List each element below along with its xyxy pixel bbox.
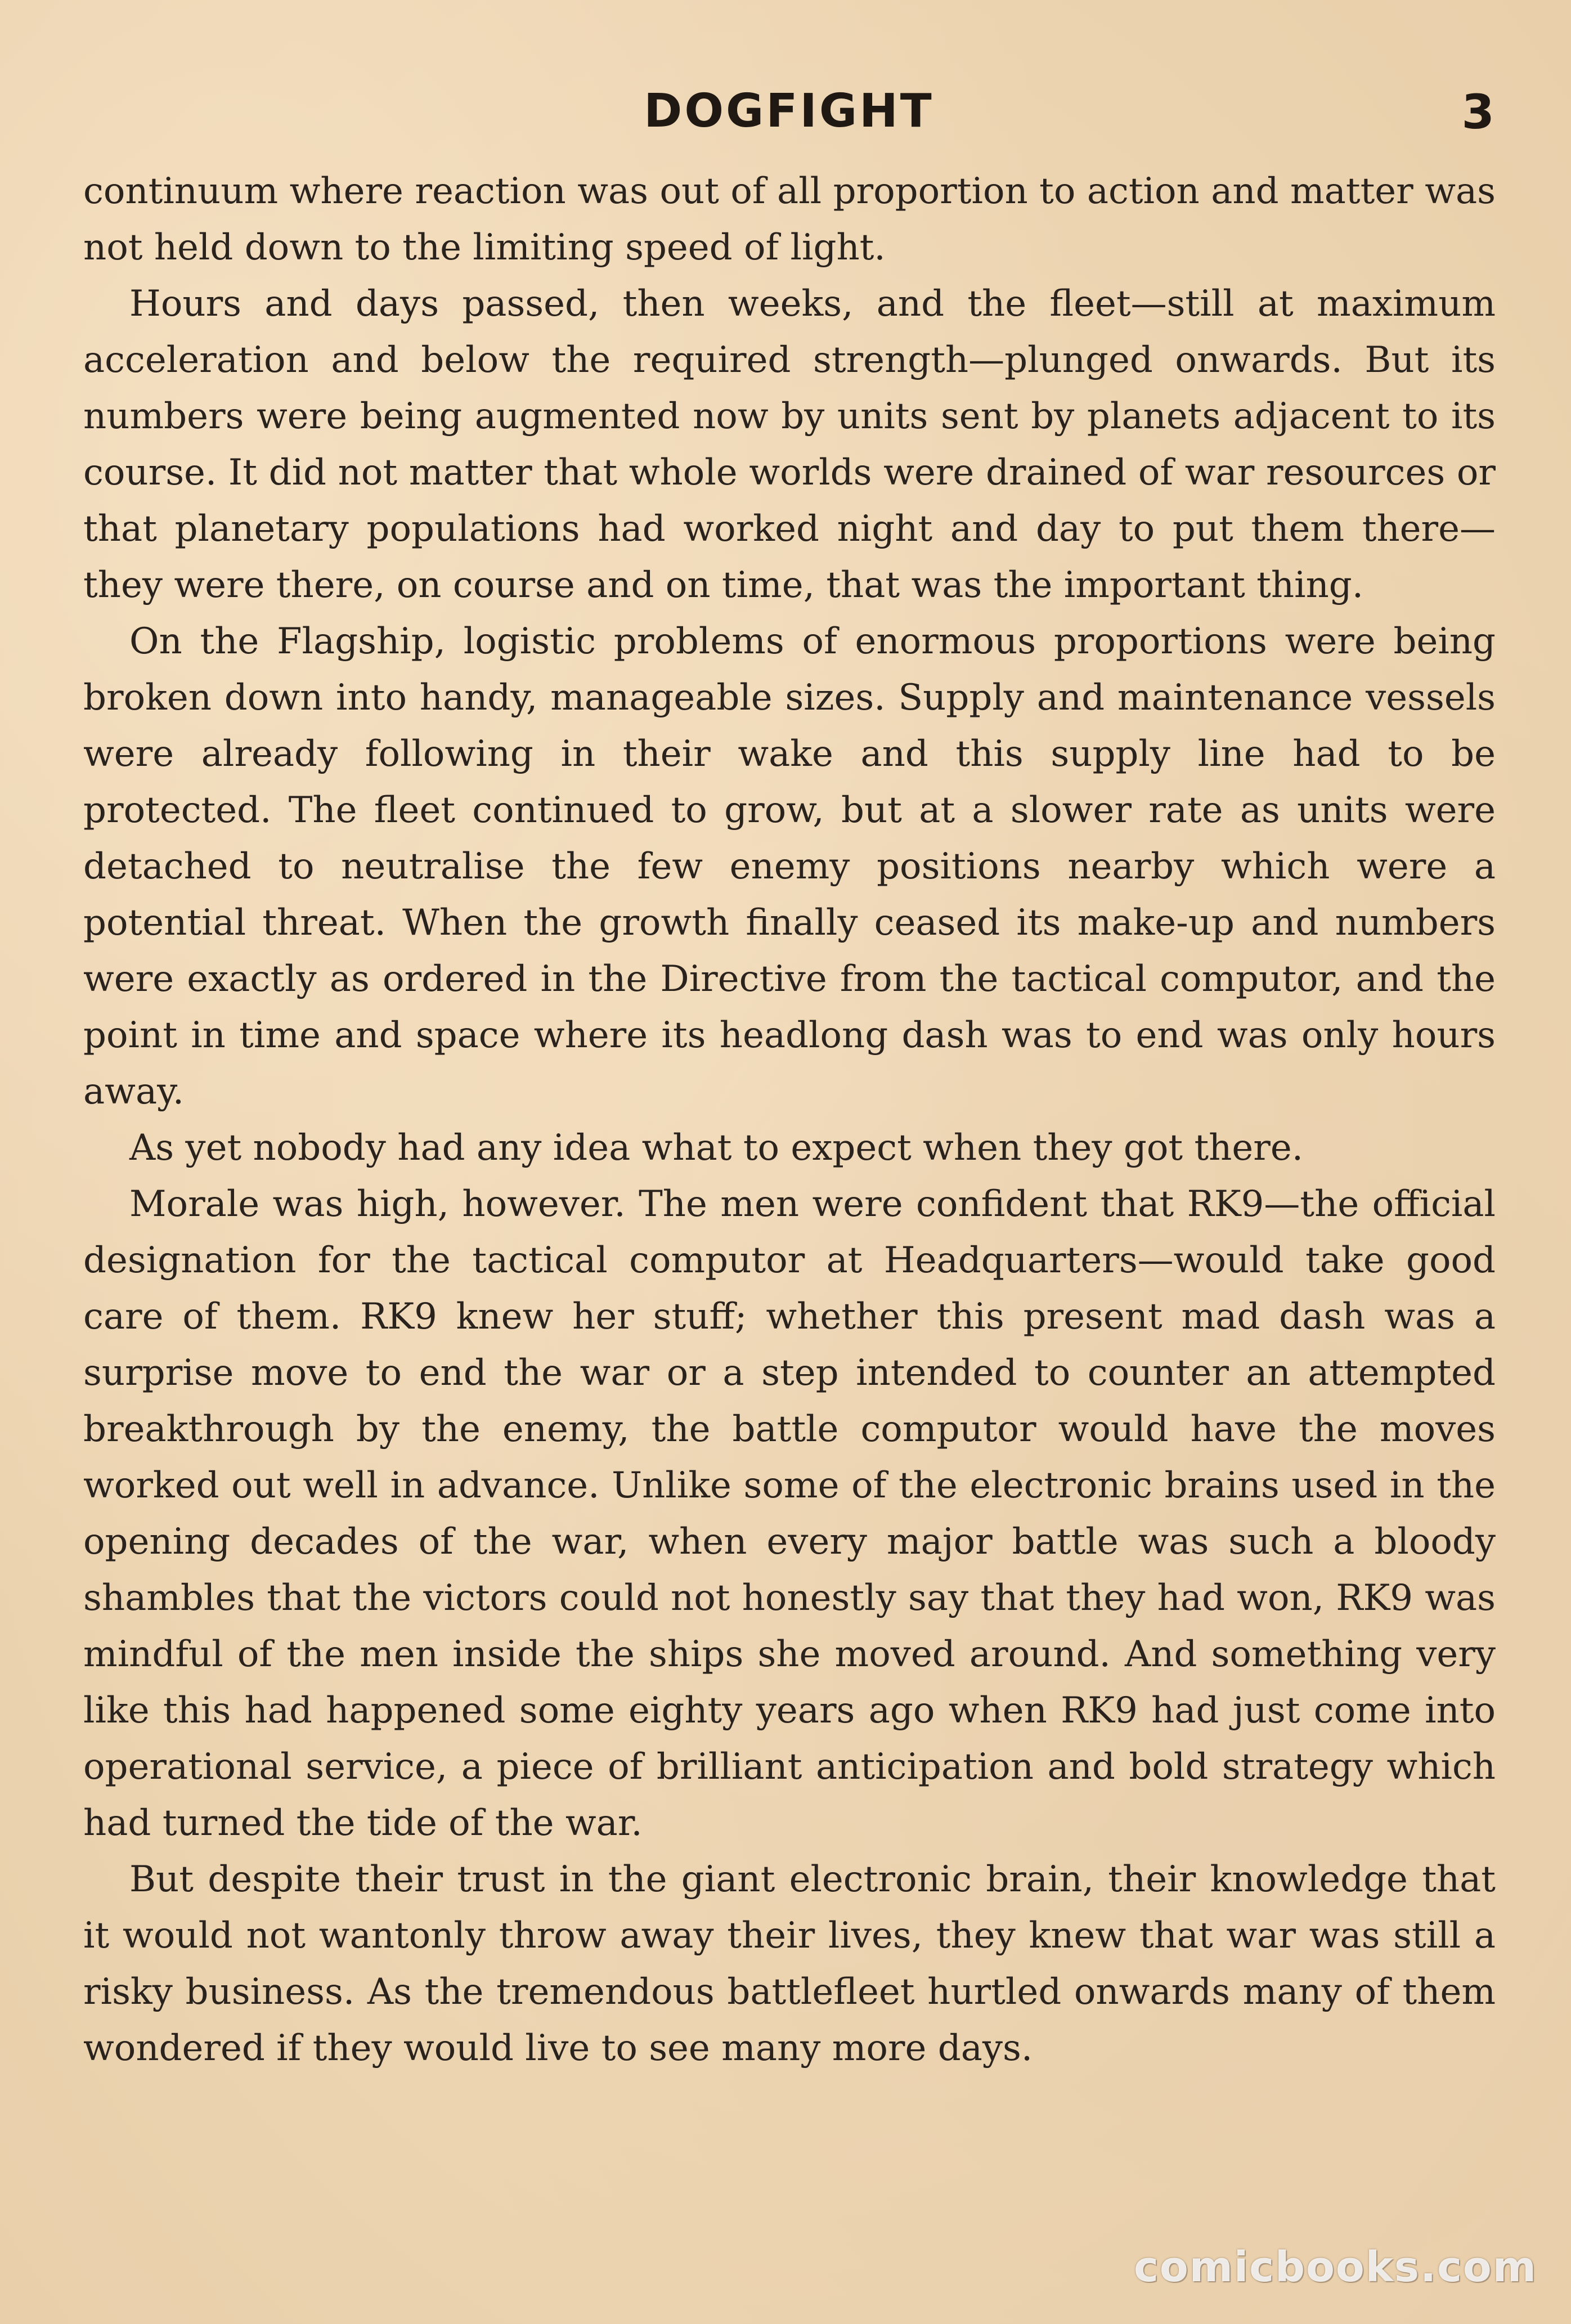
running-title: DOGFIGHT xyxy=(644,84,934,138)
paragraph-continued: continuum where reaction was out of all proportion to action and matter was not held down to the limiting speed of light. xyxy=(83,171,1496,268)
page-header xyxy=(83,84,1494,146)
paragraph: Morale was high, however. The men were confident that RK9—the official designation for the tactical computor at Headquarters—would take good care of them. RK9 knew her stuff; whether this present mad dash was a surprise move to end the war or a step intended to counter an attempted breakthrough by the enemy, the battle computor would have the moves worked out well in advance. Unlike some of the electronic brains used in the opening decades of the war, when every major battle was such a bloody shambles that the victors could not honestly say that they had won, RK9 was mindful of the men inside the ships she moved around. And something very like this had happened some eighty years ago when RK9 had just come into operational service, a piece of brilliant anticipation and bold strategy which had turned the tide of the war. xyxy=(83,1183,1496,1844)
body-text xyxy=(83,163,1496,2076)
paragraph: Hours and days passed, then weeks, and the fleet—still at maximum acceleration and below the required strength—plunged onwards. But its numbers were being augmented now by units sent by planets adjacent to its course. It did not matter that whole worlds were drained of war resources or that planetary populations had worked night and day to put them there—they were there, on course and on time, that was the important thing. xyxy=(83,283,1496,606)
paragraph: As yet nobody had any idea what to expect when they got there. xyxy=(129,1127,1304,1169)
paragraph: But despite their trust in the giant electronic brain, their knowledge that it would not wantonly throw away their lives, they knew that war was still a risky business. As the tremendous battlefleet hurtled onwards many of them wondered if they would live to see many more days. xyxy=(83,1859,1496,2069)
paragraph: On the Flagship, logistic problems of enormous proportions were being broken down into handy, manageable sizes. Supply and maintenance vessels were already following in their wake and this supply line had to be protected. The fleet continued to grow, but at a slower rate as units were detached to neutralise the few enemy positions nearby which were a potential threat. When the growth finally ceased its make-up and numbers were exactly as ordered in the Directive from the tactical computor, and the point in time and space where its headlong dash was to end was only hours away. xyxy=(83,621,1496,1112)
page-number: 3 xyxy=(1461,84,1494,140)
watermark: comicbooks.com xyxy=(1134,2243,1537,2291)
